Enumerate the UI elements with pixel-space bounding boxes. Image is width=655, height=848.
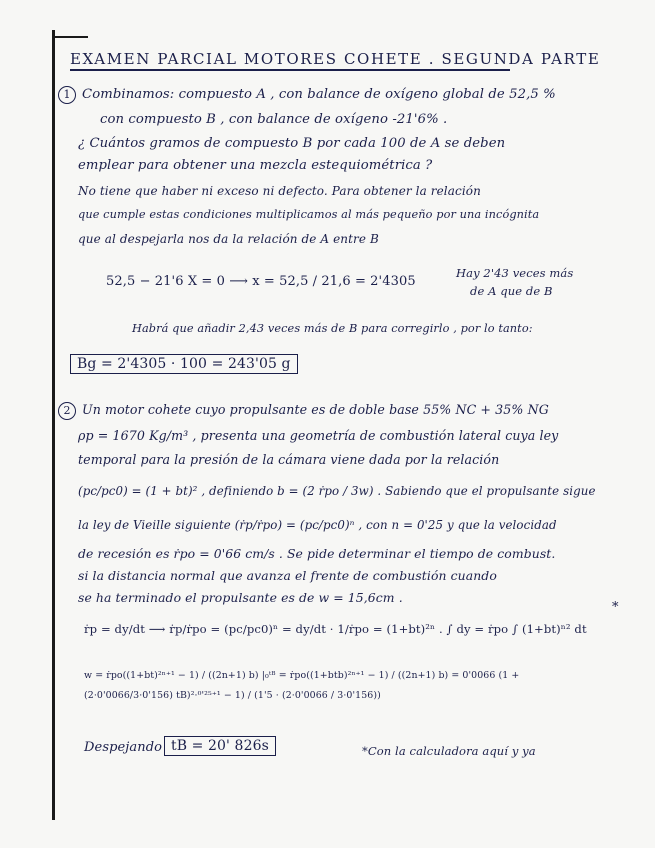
top-dash [52, 36, 88, 38]
p2-answer-label: Despejando [84, 740, 163, 755]
p2-line-1: 2 Un motor cohete cuyo propulsante es de doble base 55% NC + 35% NG [58, 402, 549, 420]
p1-note-2: de A que de B [470, 284, 553, 298]
problem-1-number: 1 [58, 86, 76, 104]
p1-result: Bg = 2'4305 · 100 = 243'05 g [70, 356, 298, 372]
p2-footnote: *Con la calculadora aquí y ya [362, 744, 536, 758]
exam-title: EXAMEN PARCIAL MOTORES COHETE . SEGUNDA PARTE [70, 50, 601, 68]
asterisk-mark: * [612, 600, 619, 615]
p1-line-5: No tiene que haber ni exceso ni defecto. Para obtener la relación [78, 184, 481, 198]
p1-line-7: que al despejarla nos da la relación de A entre B [78, 232, 379, 246]
p1-line-3: ¿ Cuántos gramos de compuesto B por cada 100 de A se deben [78, 136, 506, 151]
p2-line-2: ρp = 1670 Kg/m³ , presenta una geometría de combustión lateral cuya ley [78, 428, 559, 443]
p1-note-1: Hay 2'43 veces más [456, 266, 574, 280]
p1-line-4: emplear para obtener una mezcla estequiométrica ? [78, 158, 433, 173]
title-underline [70, 69, 510, 71]
p2-line-4: (pc/pc0) = (1 + bt)² , definiendo b = (2 ṙpo / 3w) . Sabiendo que el propulsante sigue [78, 484, 596, 498]
problem-2-number: 2 [58, 402, 76, 420]
p1-equation: 52,5 − 21'6 X = 0 ⟶ x = 52,5 / 21,6 = 2'4305 [106, 274, 416, 289]
p2-line-8: se ha terminado el propulsante es de w = 15,6cm . [78, 590, 403, 605]
p2-line-3: temporal para la presión de la cámara viene dada por la relación [78, 452, 500, 467]
p2-derivation-1: ṙp = dy/dt ⟶ ṙp/ṙpo = (pc/pc0)ⁿ = dy/dt · 1/ṙpo = (1+bt)²ⁿ . ∫ dy = ṙpo ∫ (1+bt)ⁿ² dt [84, 622, 587, 636]
p2-line-7: si la distancia normal que avanza el frente de combustión cuando [78, 568, 497, 583]
p2-line-5: la ley de Vieille siguiente (ṙp/ṙpo) = (pc/pc0)ⁿ , con n = 0'25 y que la velocidad [78, 518, 557, 532]
p2-answer: tB = 20' 826s [164, 738, 276, 754]
p1-line-2: con compuesto B , con balance de oxígeno -21'6% . [100, 112, 448, 127]
margin-line [52, 30, 55, 820]
p2-line-6: de recesión es ṙpo = 0'66 cm/s . Se pide determinar el tiempo de combust. [78, 546, 556, 561]
p2-derivation-2: w = ṙpo((1+bt)²ⁿ⁺¹ − 1) / ((2n+1) b) |₀ᵗᴮ = ṙpo((1+btb)²ⁿ⁺¹ − 1) / ((2n+1) b) = 0'0066 (1 + (2·0'0066/3·0'156) tB)²·⁰'²⁵⁺¹ − 1) / (1'5 · (2·0'0066 / 3·0'156)) [84, 670, 520, 701]
p1-line-6: que cumple estas condiciones multiplicamos al más pequeño por una incógnita [78, 208, 540, 221]
p1-conclusion: Habrá que añadir 2,43 veces más de B para corregirlo , por lo tanto: [132, 322, 533, 335]
p1-line-1: 1 Combinamos: compuesto A , con balance de oxígeno global de 52,5 % [58, 86, 556, 104]
